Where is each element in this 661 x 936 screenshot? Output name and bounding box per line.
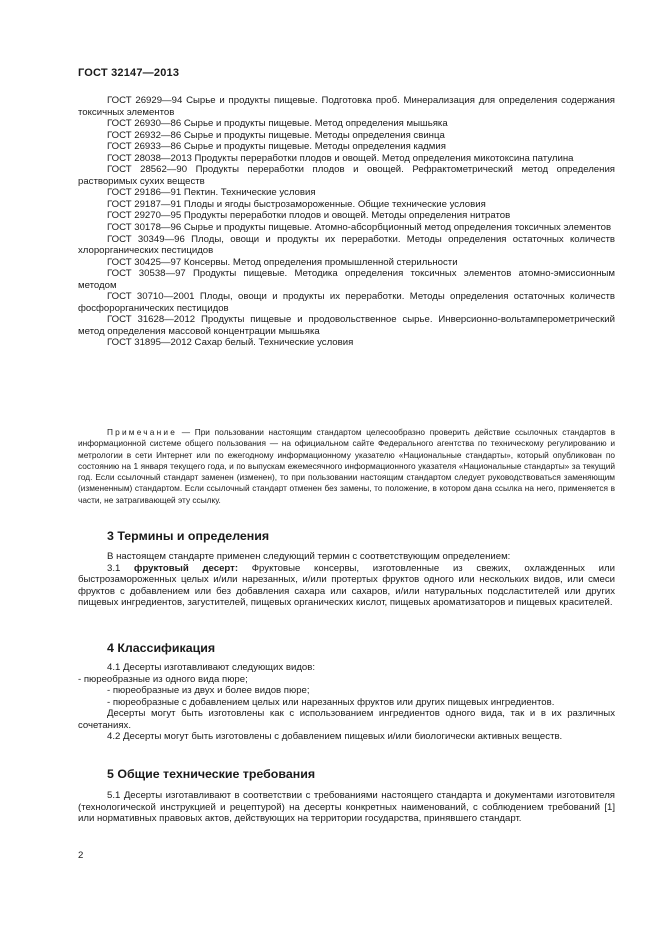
note-block — [78, 427, 615, 506]
section-3-body — [78, 551, 615, 609]
paragraph: Десерты могут быть изготовлены как с использованием ингредиентов одного вида, так и в их различных сочетаниях. — [78, 708, 615, 731]
term-name: фруктовый десерт: — [134, 562, 239, 574]
section-3-heading: 3 Термины и определения — [107, 529, 270, 543]
reference-item: ГОСТ 29187—91 Плоды и ягоды быстрозамороженные. Общие технические условия — [107, 198, 486, 210]
note-text: — При пользовании настоящим стандартом целесообразно проверить действие ссылочных стандартов в информационной системе общего пользования — на официальном сайте Федерального агентства по техническому регулированию и метрологии в сети Интернет или по ежегодному информационному указателю «Национальные стандарты», который опубликован по состоянию на 1 января текущего года, и по выпускам ежемесячного информационного указателя «Национальные стандарты» за текущий год. Если ссылочный стандарт заменен (изменен), то при пользовании настоящим стандартом следует руководствоваться заменяющим (измененным) стандартом. Если ссылочный стандарт отменен без замены, то положение, в котором дана ссылка на него, применяется в части, не затрагивающей эту ссылку. — [78, 427, 615, 505]
reference-item: ГОСТ 30425—97 Консервы. Метод определения промышленной стерильности — [107, 256, 458, 268]
reference-item: ГОСТ 30538—97 Продукты пищевые. Методика определения токсичных элементов атомно-эмиссионным методом — [78, 268, 615, 291]
reference-item: ГОСТ 26930—86 Сырье и продукты пищевые. Метод определения мышьяка — [107, 118, 448, 130]
section-4-body — [78, 662, 615, 743]
reference-item: ГОСТ 30178—96 Сырье и продукты пищевые. Атомно-абсорбционный метод определения токсичных элементов — [107, 222, 612, 234]
section-5-body — [78, 790, 615, 825]
reference-item: ГОСТ 26932—86 Сырье и продукты пищевые. Методы определения свинца — [107, 129, 445, 141]
section-4-heading: 4 Классификация — [107, 641, 216, 655]
normative-references-list — [78, 95, 615, 349]
reference-item: ГОСТ 29270—95 Продукты переработки плодов и овощей. Методы определения нитратов — [107, 210, 511, 222]
paragraph: 5.1 Десерты изготавливают в соответствии с требованиями настоящего стандарта и документами изготовителя (технологической инструкцией и рецептурой) на десерты конкретных наименований, с соблюдением требований [1] или нормативных правовых актов, действующих на территории государства, принявшего стандарт. — [78, 790, 615, 825]
page-header-standard-code: ГОСТ 32147—2013 — [78, 67, 180, 79]
paragraph: 4.2 Десерты могут быть изготовлены с добавлением пищевых и/или биологически активных веществ. — [107, 731, 563, 743]
term-number: 3.1 — [107, 562, 135, 574]
note-label: Примечание — [107, 427, 178, 437]
reference-item: ГОСТ 26933—86 Сырье и продукты пищевые. Методы определения кадмия — [107, 141, 446, 153]
list-item: - пюреобразные из одного вида пюре; — [78, 673, 248, 685]
reference-item: ГОСТ 31895—2012 Сахар белый. Технические условия — [107, 337, 354, 349]
reference-item: ГОСТ 31628—2012 Продукты пищевые и продовольственное сырье. Инверсионно-вольтамперометрический метод определения массовой концентрации мышьяка — [78, 314, 615, 337]
reference-item: ГОСТ 30349—96 Плоды, овощи и продукты их переработки. Методы определения остаточных количеств хлорорганических пестицидов — [78, 233, 615, 257]
reference-item: ГОСТ 28562—90 Продукты переработки плодов и овощей. Рефрактометрический метод определения растворимых сухих веществ — [78, 164, 615, 187]
list-item: - пюреобразные из двух и более видов пюре; — [107, 685, 310, 697]
reference-item: ГОСТ 28038—2013 Продукты переработки плодов и овощей. Метод определения микотоксина патулина — [107, 152, 574, 164]
paragraph: 4.1 Десерты изготавливают следующих видов: — [107, 662, 316, 673]
list-item: - пюреобразные с добавлением целых или нарезанных фруктов или других пищевых ингредиентов. — [107, 696, 555, 708]
reference-item: ГОСТ 30710—2001 Плоды, овощи и продукты их переработки. Методы определения остаточных количеств фосфорорганических пестицидов — [78, 291, 615, 314]
term-definition-text: Фруктовые консервы, изготовленные из свежих, охлажденных или быстрозамороженных целых и/или нарезанных, и/или протертых фруктов одного или нескольких видов, или смеси фруктов с добавлением или без добавления сахара или сахаров, и/или натуральных подсластителей или других пищевых ингредиентов, загустителей, пищевых органических кислот, пищевых ароматизаторов и пищевых красителей. — [78, 562, 615, 609]
page-number: 2 — [78, 850, 84, 861]
section-3-intro: В настоящем стандарте применен следующий термин с соответствующим определением: — [107, 551, 511, 562]
reference-item: ГОСТ 29186—91 Пектин. Технические условия — [107, 187, 316, 199]
section-5-heading: 5 Общие технические требования — [107, 767, 316, 781]
term-definition — [78, 563, 615, 609]
reference-item: ГОСТ 26929—94 Сырье и продукты пищевые. Подготовка проб. Минерализация для определения содержания токсичных элементов — [78, 95, 615, 118]
